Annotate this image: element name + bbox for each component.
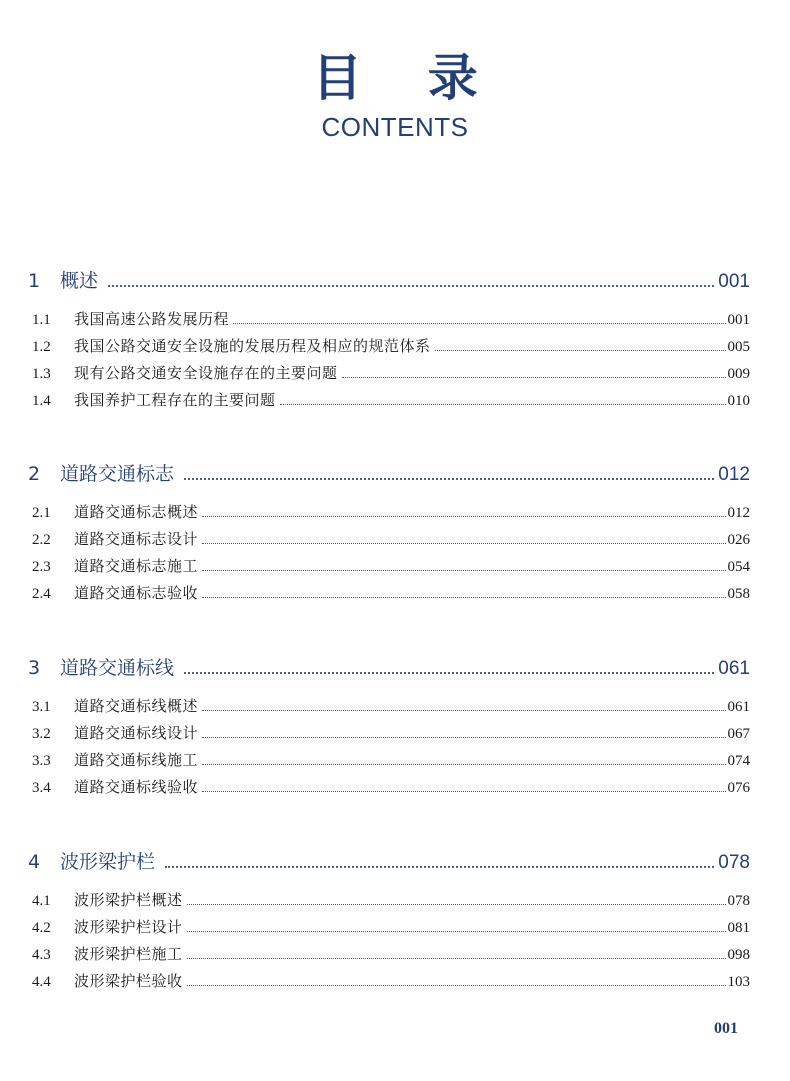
section-page-number: 005 bbox=[727, 339, 750, 355]
section-page-number: 076 bbox=[727, 780, 750, 796]
section-entry[interactable] bbox=[28, 582, 750, 609]
section-title: 波形梁护栏设计 bbox=[74, 918, 183, 936]
section-title: 我国养护工程存在的主要问题 bbox=[74, 391, 276, 409]
section-page-number: 078 bbox=[727, 893, 750, 909]
chapter-number: 1 bbox=[28, 270, 41, 292]
chapter-entry[interactable] bbox=[28, 653, 750, 683]
chapter-page-number: 061 bbox=[718, 658, 750, 679]
chapter-1 bbox=[28, 266, 750, 416]
section-page-number: 010 bbox=[727, 393, 750, 409]
section-number: 4.3 bbox=[32, 947, 51, 963]
dot-leader bbox=[108, 284, 714, 287]
section-number: 4.2 bbox=[32, 920, 51, 936]
section-number: 1.3 bbox=[32, 366, 51, 382]
chapter-3 bbox=[28, 653, 750, 803]
dot-leader bbox=[202, 790, 725, 792]
dot-leader bbox=[165, 865, 714, 868]
section-list bbox=[28, 695, 750, 803]
section-entry[interactable] bbox=[28, 943, 750, 970]
section-title: 波形梁护栏验收 bbox=[74, 972, 183, 990]
section-entry[interactable] bbox=[28, 335, 750, 362]
section-number: 2.4 bbox=[32, 586, 51, 602]
chapter-entry[interactable] bbox=[28, 266, 750, 296]
dot-leader bbox=[187, 930, 726, 932]
section-entry[interactable] bbox=[28, 970, 750, 997]
dot-leader bbox=[187, 957, 726, 959]
section-title: 道路交通标志施工 bbox=[74, 557, 199, 575]
chapter-entry[interactable] bbox=[28, 847, 750, 877]
section-title: 道路交通标志概述 bbox=[74, 503, 199, 521]
section-entry[interactable] bbox=[28, 889, 750, 916]
dot-leader bbox=[342, 376, 726, 378]
section-title: 道路交通标线施工 bbox=[74, 751, 199, 769]
section-title: 道路交通标线验收 bbox=[74, 778, 199, 796]
section-page-number: 054 bbox=[727, 559, 750, 575]
section-entry[interactable] bbox=[28, 776, 750, 803]
chapter-title: 概述 bbox=[60, 270, 99, 292]
dot-leader bbox=[202, 736, 725, 738]
dot-leader bbox=[202, 542, 725, 544]
page-subtitle: CONTENTS bbox=[321, 112, 469, 142]
section-page-number: 061 bbox=[727, 699, 750, 715]
section-number: 3.1 bbox=[32, 699, 51, 715]
section-entry[interactable] bbox=[28, 749, 750, 776]
section-number: 4.4 bbox=[32, 974, 51, 990]
section-number: 3.3 bbox=[32, 753, 51, 769]
section-title: 我国公路交通安全设施的发展历程及相应的规范体系 bbox=[74, 337, 431, 355]
section-number: 2.3 bbox=[32, 559, 51, 575]
section-page-number: 074 bbox=[727, 753, 750, 769]
section-title: 波形梁护栏施工 bbox=[74, 945, 183, 963]
dot-leader bbox=[187, 984, 726, 986]
dot-leader bbox=[202, 709, 725, 711]
chapter-page-number: 012 bbox=[718, 464, 750, 485]
dot-leader bbox=[187, 903, 726, 905]
section-number: 2.2 bbox=[32, 532, 51, 548]
section-title: 我国高速公路发展历程 bbox=[74, 310, 230, 328]
chapter-number: 4 bbox=[28, 851, 41, 873]
dot-leader bbox=[435, 349, 726, 351]
dot-leader bbox=[202, 596, 725, 598]
section-entry[interactable] bbox=[28, 362, 750, 389]
section-title: 道路交通标志设计 bbox=[74, 530, 199, 548]
section-number: 1.2 bbox=[32, 339, 51, 355]
page-number: 001 bbox=[714, 1020, 738, 1037]
chapter-title: 道路交通标线 bbox=[60, 657, 175, 679]
section-list bbox=[28, 889, 750, 997]
section-title: 波形梁护栏概述 bbox=[74, 891, 183, 909]
section-entry[interactable] bbox=[28, 389, 750, 416]
section-number: 3.4 bbox=[32, 780, 51, 796]
section-page-number: 009 bbox=[727, 366, 750, 382]
section-number: 3.2 bbox=[32, 726, 51, 742]
section-page-number: 026 bbox=[727, 532, 750, 548]
section-list bbox=[28, 308, 750, 416]
section-list bbox=[28, 501, 750, 609]
section-title: 现有公路交通安全设施存在的主要问题 bbox=[74, 364, 338, 382]
section-page-number: 098 bbox=[727, 947, 750, 963]
section-number: 4.1 bbox=[32, 893, 51, 909]
section-page-number: 081 bbox=[727, 920, 750, 936]
section-page-number: 067 bbox=[727, 726, 750, 742]
section-title: 道路交通标志验收 bbox=[74, 584, 199, 602]
page-title: 目 录 bbox=[312, 48, 502, 107]
dot-leader bbox=[280, 403, 726, 405]
section-entry[interactable] bbox=[28, 528, 750, 555]
chapter-number: 3 bbox=[28, 657, 41, 679]
chapter-4 bbox=[28, 847, 750, 997]
section-entry[interactable] bbox=[28, 555, 750, 582]
section-entry[interactable] bbox=[28, 501, 750, 528]
chapter-title: 道路交通标志 bbox=[60, 463, 175, 485]
chapter-page-number: 078 bbox=[718, 852, 750, 873]
section-page-number: 001 bbox=[727, 312, 750, 328]
section-number: 1.1 bbox=[32, 312, 51, 328]
dot-leader bbox=[184, 671, 714, 674]
chapter-2 bbox=[28, 459, 750, 609]
section-page-number: 012 bbox=[727, 505, 750, 521]
dot-leader bbox=[233, 322, 725, 324]
dot-leader bbox=[202, 569, 725, 571]
toc-header bbox=[0, 50, 790, 142]
section-page-number: 058 bbox=[727, 586, 750, 602]
section-title: 道路交通标线概述 bbox=[74, 697, 199, 715]
chapter-page-number: 001 bbox=[718, 271, 750, 292]
section-number: 2.1 bbox=[32, 505, 51, 521]
section-entry[interactable] bbox=[28, 916, 750, 943]
section-title: 道路交通标线设计 bbox=[74, 724, 199, 742]
chapter-title: 波形梁护栏 bbox=[60, 851, 156, 873]
section-entry[interactable] bbox=[28, 722, 750, 749]
section-number: 1.4 bbox=[32, 393, 51, 409]
section-entry[interactable] bbox=[28, 308, 750, 335]
dot-leader bbox=[184, 477, 714, 480]
dot-leader bbox=[202, 515, 725, 517]
chapter-entry[interactable] bbox=[28, 459, 750, 489]
section-entry[interactable] bbox=[28, 695, 750, 722]
table-of-contents bbox=[28, 266, 750, 1041]
chapter-number: 2 bbox=[28, 463, 41, 485]
dot-leader bbox=[202, 763, 725, 765]
section-page-number: 103 bbox=[727, 974, 750, 990]
